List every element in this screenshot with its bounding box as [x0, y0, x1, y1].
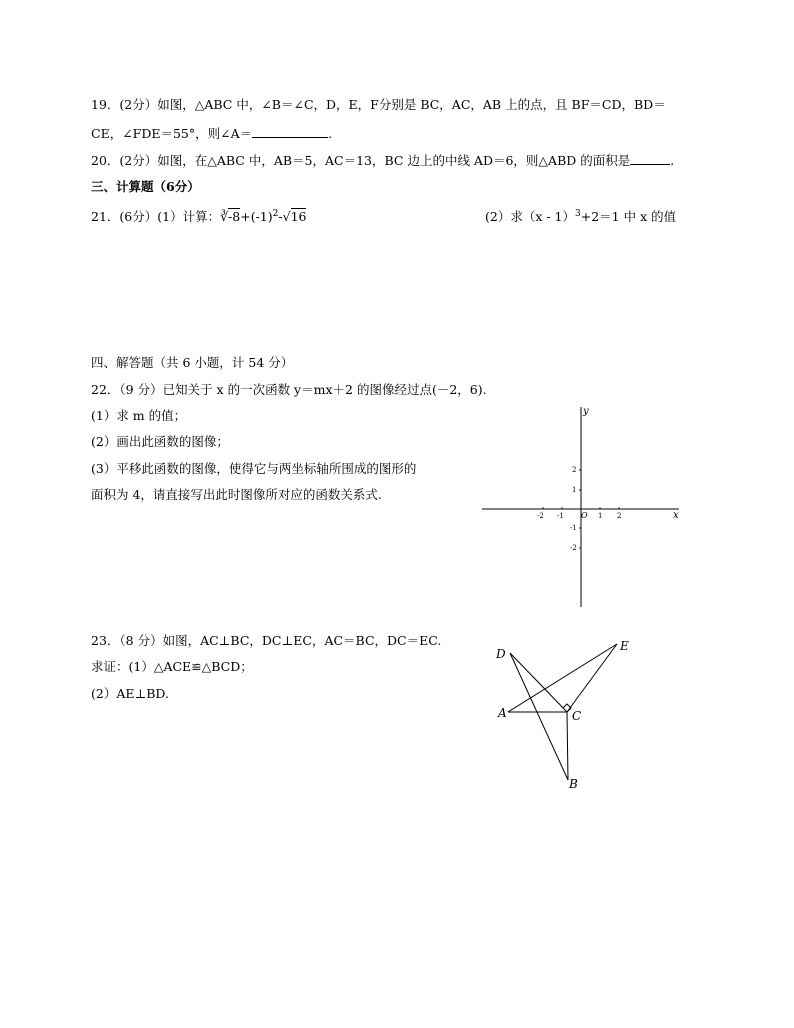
x-axis-label: x — [673, 510, 679, 521]
q21-prefix: 21．(6分）(1）计算： — [91, 209, 221, 225]
radicand-16: 16 — [290, 209, 307, 225]
segment-EC — [567, 644, 617, 712]
q19-line-2 — [91, 125, 332, 142]
q20-period: . — [670, 153, 675, 168]
section-3-heading: 三、计算题（6分） — [91, 179, 200, 194]
q22-title: 22．（9 分）已知关于 x 的一次函数 y＝mx＋2 的图像经过点(－2，6). — [91, 382, 487, 397]
radicand-neg8: -8 — [228, 209, 241, 225]
point-label-A: A — [498, 706, 507, 720]
sqrt-sign: -√ — [278, 209, 291, 225]
point-label-D: D — [496, 647, 506, 661]
answer-blank-q20[interactable] — [630, 152, 670, 165]
x-tick-2: 2 — [617, 512, 622, 520]
q20-line — [91, 152, 674, 169]
y-tick-2: 2 — [572, 466, 577, 474]
q23-title: 23．（8 分）如图，AC⊥BC，DC⊥EC，AC＝BC，DC＝EC. — [91, 633, 442, 648]
q19-period: . — [328, 126, 333, 141]
segment-DC — [510, 653, 567, 712]
answer-blank-q19[interactable] — [252, 125, 328, 138]
triangle-figure — [490, 635, 640, 795]
q23-part-2: (2）AE⊥BD. — [91, 686, 169, 701]
q21-part-2-text: (2）求（x - 1） — [485, 209, 576, 225]
section-4-heading: 四、解答题（共 6 小题，计 54 分） — [91, 355, 294, 370]
x-tick-1: 1 — [598, 512, 603, 520]
segment-AE — [508, 644, 617, 712]
point-label-B: B — [569, 777, 578, 791]
q22-part-2: (2）画出此函数的图像； — [91, 434, 229, 449]
q22-part-3: (3）平移此函数的图像，使得它与两坐标轴所围成的图形的 — [91, 461, 417, 476]
x-tick-neg2: -2 — [537, 512, 544, 520]
q21-part-2-rest: +2＝1 中 x 的值 — [580, 209, 677, 225]
q22-part-1: (1）求 m 的值； — [91, 408, 187, 423]
y-tick-neg2: -2 — [570, 544, 577, 552]
q19-line-1: 19．(2分）如图，△ABC 中，∠B＝∠C，D，E，F分别是 BC，AC，AB 上的点，且 BF＝CD，BD＝ — [91, 97, 666, 112]
expr-neg1: +(-1) — [240, 209, 273, 225]
q20-text: 20．(2分）如图，在△ABC 中，AB＝5，AC＝13，BC 边上的中线 AD＝6，则△ABD 的面积是 — [91, 153, 631, 168]
q19-line-2-text: CE，∠FDE＝55°，则∠A＝ — [91, 126, 253, 141]
point-label-E: E — [620, 639, 629, 653]
q22-part-3-cont: 面积为 4，请直接写出此时图像所对应的函数关系式. — [91, 487, 382, 502]
y-tick-1: 1 — [572, 486, 577, 494]
q23-part-1: 求证：(1）△ACE≌△BCD； — [91, 659, 253, 674]
origin-label: O — [581, 511, 588, 520]
coordinate-axes-figure — [478, 402, 688, 610]
segment-CB — [567, 712, 568, 780]
point-label-C: C — [572, 709, 582, 723]
q21-part-2 — [485, 206, 676, 225]
q21-line — [91, 206, 306, 225]
segment-DB — [510, 653, 568, 780]
q21-part-2-exp: 3 — [575, 209, 581, 219]
y-axis-label: y — [583, 406, 589, 417]
y-tick-neg1: -1 — [570, 524, 577, 532]
x-tick-neg1: -1 — [557, 512, 564, 520]
exponent-2: 2 — [272, 209, 279, 219]
cube-root-sign: ∛ — [220, 209, 229, 225]
